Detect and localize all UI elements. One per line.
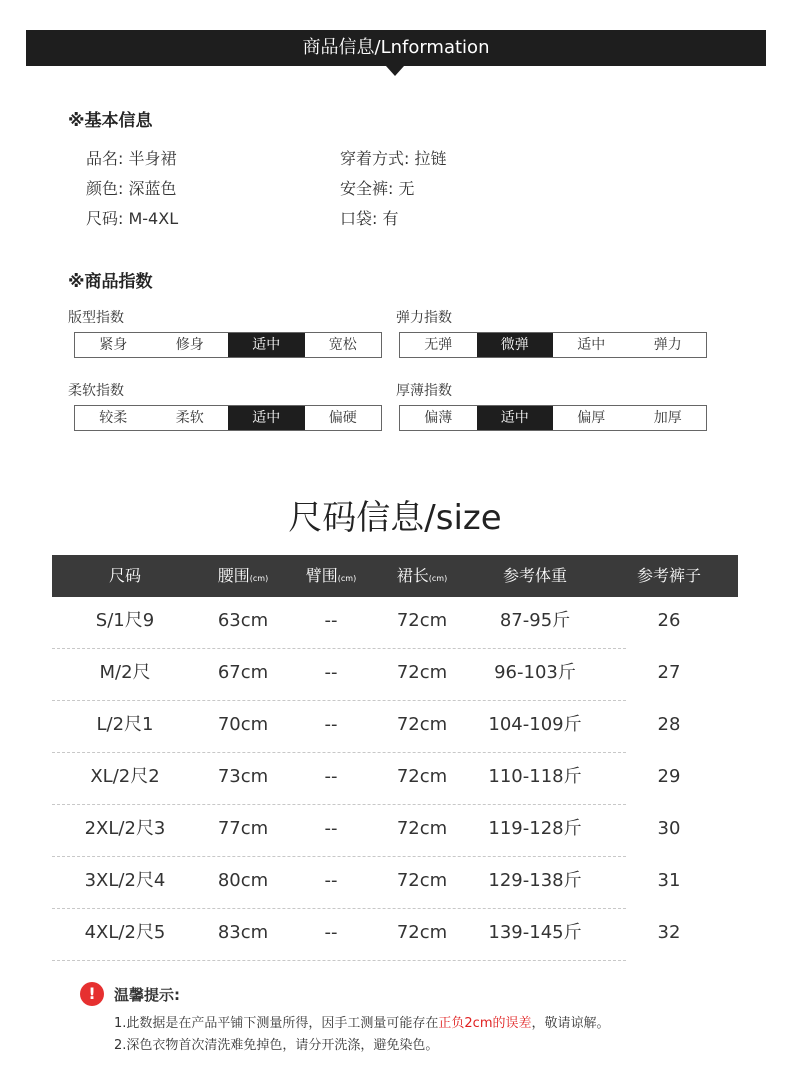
table-row: [52, 649, 738, 701]
section-banner: [26, 30, 766, 66]
index-label-elasticity: 弹力指数: [396, 310, 452, 326]
table-cell: 104-109斤: [488, 714, 582, 735]
table-cell: 32: [657, 922, 681, 943]
index-option: 偏厚: [577, 410, 606, 426]
header-cell: 臂围(cm): [305, 566, 357, 585]
table-cell: 63cm: [217, 610, 269, 631]
table-cell: 139-145斤: [488, 922, 582, 943]
index-option: 修身: [175, 337, 204, 353]
table-cell: --: [324, 610, 338, 631]
index-option: 偏薄: [424, 410, 453, 426]
table-cell: XL/2尺2: [90, 766, 160, 787]
table-cell: --: [324, 714, 338, 735]
table-cell: S/1尺9: [95, 610, 155, 631]
table-cell: 4XL/2尺5: [84, 922, 166, 943]
table-row: [52, 597, 738, 649]
table-cell: 80cm: [217, 870, 269, 891]
table-cell: 26: [657, 610, 681, 631]
header-cell: 参考体重: [502, 566, 567, 585]
header-cell: 裙长(cm): [396, 566, 448, 585]
index-bar-fit: [74, 332, 382, 358]
tips-line-1: 1.此数据是在产品平铺下测量所得，因手工测量可能存在正负2cm的误差，敬请谅解。: [114, 1016, 610, 1031]
index-option: 偏硬: [328, 410, 357, 426]
table-cell: 96-103斤: [494, 662, 576, 683]
info-name: 品名: 半身裙: [86, 149, 177, 168]
table-cell: 129-138斤: [488, 870, 582, 891]
index-option: 弹力: [653, 337, 682, 353]
table-cell: --: [324, 922, 338, 943]
tips-title: 温馨提示:: [114, 986, 180, 1004]
table-cell: 72cm: [396, 662, 448, 683]
table-cell: 83cm: [217, 922, 269, 943]
info-safety-shorts: 安全裤: 无: [340, 179, 415, 198]
table-cell: 72cm: [396, 870, 448, 891]
table-row: [52, 701, 738, 753]
size-table-header: [52, 555, 738, 597]
index-option: 适中: [228, 406, 305, 430]
table-row: [52, 805, 738, 857]
table-cell: 72cm: [396, 766, 448, 787]
index-bar-elasticity: [399, 332, 707, 358]
table-cell: 31: [657, 870, 681, 891]
table-cell: --: [324, 662, 338, 683]
table-row: [52, 909, 738, 961]
index-option: 较柔: [99, 410, 128, 426]
banner-title: 商品信息/Lnformation: [302, 37, 490, 58]
product-index-title: ※商品指数: [68, 272, 153, 292]
table-cell: 72cm: [396, 818, 448, 839]
size-table-body: [52, 597, 738, 961]
size-info-title: 尺码信息/size: [288, 498, 502, 538]
index-option: 适中: [477, 406, 554, 430]
table-cell: 3XL/2尺4: [84, 870, 166, 891]
table-cell: 110-118斤: [488, 766, 582, 787]
table-cell: 119-128斤: [488, 818, 582, 839]
index-label-softness: 柔软指数: [68, 383, 124, 399]
table-cell: 28: [657, 714, 681, 735]
index-option: 柔软: [175, 410, 204, 426]
table-cell: 77cm: [217, 818, 269, 839]
table-cell: 27: [657, 662, 681, 683]
table-row: [52, 857, 738, 909]
index-option: 适中: [228, 333, 305, 357]
table-cell: --: [324, 766, 338, 787]
index-option: 加厚: [653, 410, 682, 426]
table-cell: 30: [657, 818, 681, 839]
table-cell: 2XL/2尺3: [84, 818, 166, 839]
index-option: 无弹: [424, 337, 453, 353]
table-cell: --: [324, 870, 338, 891]
index-label-thickness: 厚薄指数: [396, 383, 452, 399]
index-option: 紧身: [99, 337, 128, 353]
tips-line-2: 2.深色衣物首次清洗难免掉色，请分开洗涤，避免染色。: [114, 1038, 439, 1053]
info-color: 颜色: 深蓝色: [86, 179, 177, 198]
header-cell: 参考裤子: [636, 566, 701, 585]
banner-arrow-icon: [386, 66, 404, 76]
basic-info-title: ※基本信息: [68, 111, 153, 131]
info-size: 尺码: M-4XL: [86, 209, 179, 228]
table-cell: 87-95斤: [499, 610, 571, 631]
table-cell: 70cm: [217, 714, 269, 735]
table-row: [52, 753, 738, 805]
table-cell: 29: [657, 766, 681, 787]
table-cell: M/2尺: [99, 662, 151, 683]
table-cell: 67cm: [217, 662, 269, 683]
info-wear: 穿着方式: 拉链: [340, 149, 447, 168]
header-cell: 腰围(cm): [217, 566, 269, 585]
table-cell: 72cm: [396, 714, 448, 735]
table-cell: 72cm: [396, 922, 448, 943]
table-cell: 73cm: [217, 766, 269, 787]
index-bar-thickness: [399, 405, 707, 431]
index-option: 适中: [577, 337, 606, 353]
index-bar-softness: [74, 405, 382, 431]
index-option: 微弹: [477, 333, 554, 357]
warning-icon: !: [80, 982, 104, 1006]
table-cell: L/2尺1: [96, 714, 154, 735]
header-cell: 尺码: [108, 566, 141, 585]
table-cell: 72cm: [396, 610, 448, 631]
index-option: 宽松: [328, 337, 357, 353]
index-label-fit: 版型指数: [68, 310, 124, 326]
tips-highlight: 正负2cm的误差: [438, 1016, 532, 1031]
table-cell: --: [324, 818, 338, 839]
info-pocket: 口袋: 有: [340, 209, 399, 228]
